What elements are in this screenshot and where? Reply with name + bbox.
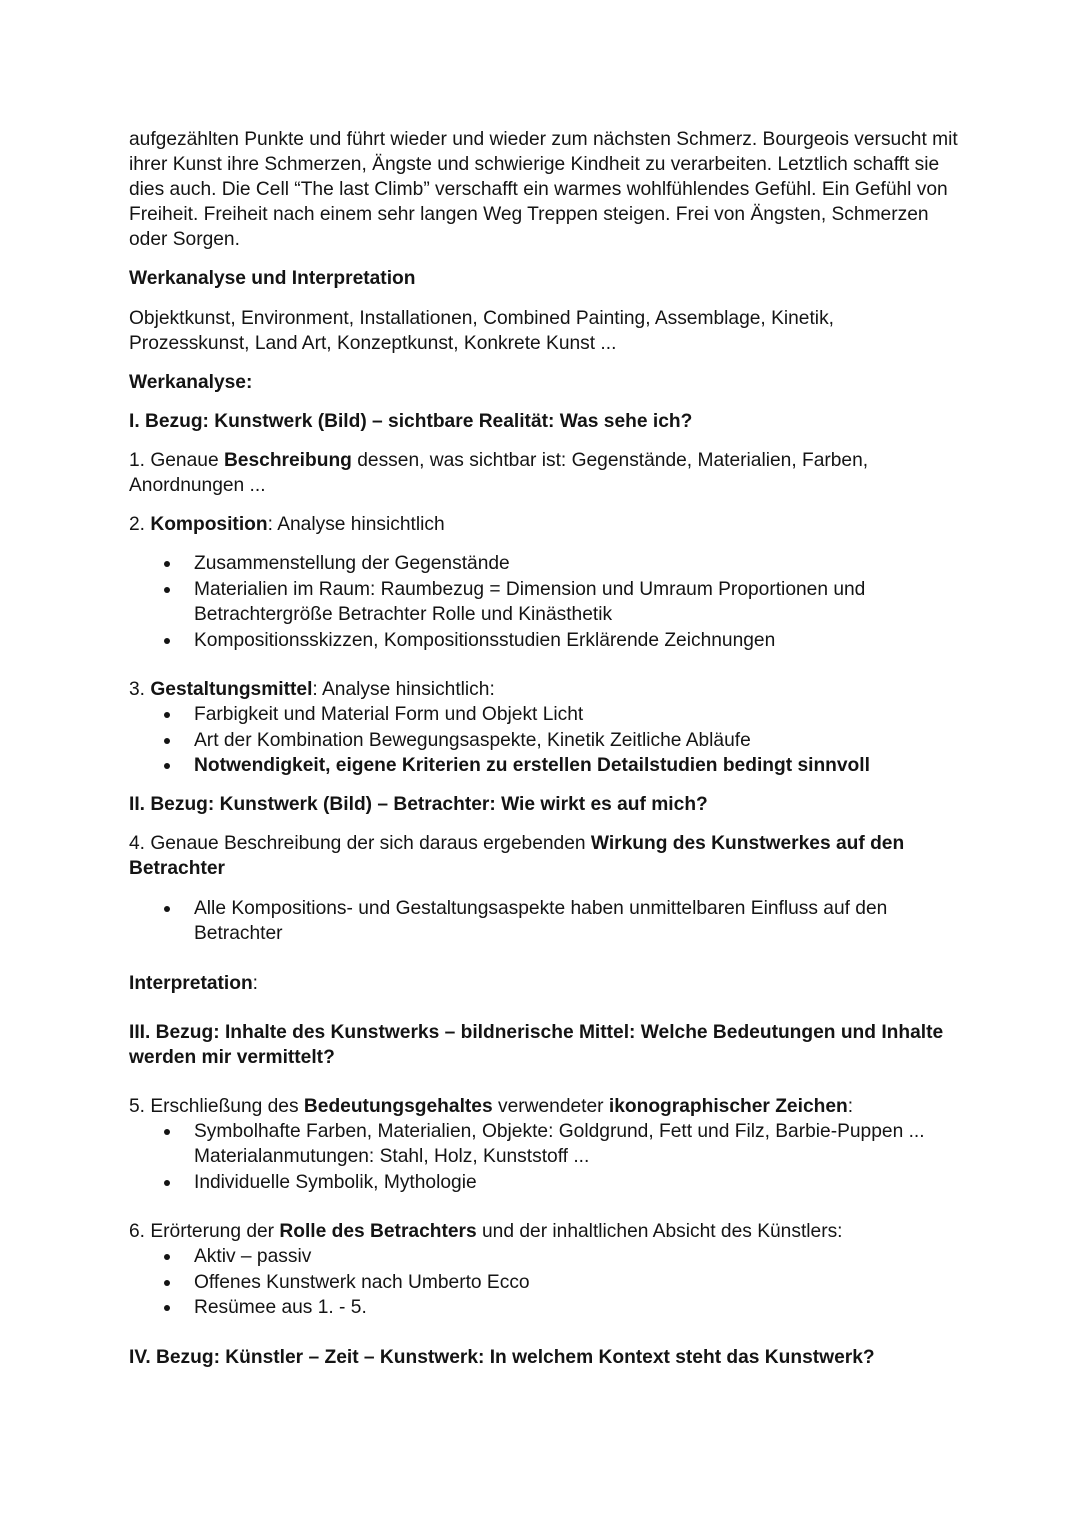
- item-5-bullet-list: [129, 1119, 959, 1196]
- item-5-colon: :: [847, 1095, 854, 1117]
- list-item: Individuelle Symbolik, Mythologie: [129, 1170, 959, 1196]
- item-4-wirkung: [129, 831, 959, 881]
- werkanalyse-heading: Werkanalyse:: [129, 372, 253, 393]
- item-6-rolle: [129, 1219, 959, 1244]
- item-6-bullet-list: [129, 1244, 959, 1321]
- item-4-keyword: Wirkung des Kunstwerkes auf den Betrachter: [129, 832, 905, 879]
- intro-paragraph: aufgezählten Punkte und führt wieder und wieder zum nächsten Schmerz. Bourgeois versucht mit ihrer Kunst ihre Schmerzen, Ängste und schwierige Kindheit zu verarbeiten. Letztlich schafft sie dies auch. Die Cell “The last Climb” verschafft ein warmes wohlfühlendes Gefühl. Ein Gefühl von Freiheit. Freiheit nach einem sehr langen Weg Treppen steigen. Frei von Ängsten, Schmerzen oder Sorgen.: [129, 129, 958, 250]
- list-item: Symbolhafte Farben, Materialien, Objekte: Goldgrund, Fett und Filz, Barbie-Puppen ... Materialanmutungen: Stahl, Holz, Kunststoff ...: [129, 1119, 959, 1170]
- item-1-keyword: Beschreibung: [223, 450, 352, 471]
- item-4-bullet-list: [129, 896, 959, 947]
- list-item: Aktiv – passiv: [129, 1244, 959, 1270]
- interpretation-heading: [129, 971, 959, 996]
- item-5-keyword: Bedeutungsgehaltes: [303, 1095, 493, 1117]
- item-3-keyword: Gestaltungsmittel: [150, 679, 313, 700]
- item-1-prefix: 1. Genaue: [129, 450, 224, 471]
- item-1-beschreibung: [129, 448, 959, 498]
- bezug-3-heading: III. Bezug: Inhalte des Kunstwerks – bildnerische Mittel: Welche Bedeutungen und Inhalte werden mir vermittelt?: [129, 1021, 944, 1068]
- list-item: Resümee aus 1. - 5.: [129, 1295, 959, 1321]
- bezug-4-heading: IV. Bezug: Künstler – Zeit – Kunstwerk: In welchem Kontext steht das Kunstwerk?: [129, 1346, 875, 1368]
- interpretation-colon: :: [252, 972, 259, 994]
- item-2-komposition: [129, 512, 959, 537]
- item-2-prefix: 2.: [129, 514, 151, 535]
- list-item: Alle Kompositions- und Gestaltungsaspekte haben unmittelbaren Einfluss auf den Betrachter: [129, 896, 959, 947]
- item-2-bullet-list: [129, 551, 959, 653]
- section-heading: Werkanalyse und Interpretation: [129, 268, 416, 289]
- item-2-keyword: Komposition: [150, 514, 268, 535]
- list-item: Offenes Kunstwerk nach Umberto Ecco: [129, 1270, 959, 1296]
- interpretation-label: Interpretation: [129, 972, 253, 994]
- item-5-bedeutungsgehalt: [129, 1094, 959, 1119]
- item-2-text: : Analyse hinsichtlich: [267, 514, 445, 535]
- document-page: [129, 127, 959, 1370]
- item-5-keyword-2: ikonographischer Zeichen: [608, 1095, 848, 1117]
- item-5-mid: verwendeter: [492, 1095, 609, 1117]
- item-6-keyword: Rolle des Betrachters: [279, 1221, 477, 1242]
- bezug-1-heading: I. Bezug: Kunstwerk (Bild) – sichtbare Realität: Was sehe ich?: [129, 411, 693, 432]
- list-item: Art der Kombination Bewegungsaspekte, Kinetik Zeitliche Abläufe: [129, 728, 959, 754]
- list-item: Zusammenstellung der Gegenstände: [129, 551, 959, 577]
- list-item: Materialien im Raum: Raumbezug = Dimension und Umraum Proportionen und Betrachtergröße Betrachter Rolle und Kinästhetik: [129, 577, 959, 628]
- item-5-prefix: 5. Erschließung des: [129, 1095, 304, 1117]
- item-3-gestaltungsmittel: [129, 677, 959, 702]
- item-6-text: und der inhaltlichen Absicht des Künstlers:: [476, 1221, 843, 1242]
- bezug-2-heading: II. Bezug: Kunstwerk (Bild) – Betrachter: Wie wirkt es auf mich?: [129, 793, 708, 815]
- item-1-text: dessen, was sichtbar ist: Gegenstände, Materialien, Farben, Anordnungen ...: [129, 450, 869, 496]
- list-item: Farbigkeit und Material Form und Objekt Licht: [129, 702, 959, 728]
- item-3-prefix: 3.: [129, 679, 151, 700]
- list-item: Kompositionsskizzen, Kompositionsstudien Erklärende Zeichnungen: [129, 628, 959, 654]
- item-3-bullet-list: [129, 702, 959, 779]
- list-item: Notwendigkeit, eigene Kriterien zu erstellen Detailstudien bedingt sinnvoll: [129, 753, 959, 779]
- item-4-prefix: 4. Genaue Beschreibung der sich daraus ergebenden: [129, 832, 591, 854]
- art-forms-paragraph: Objektkunst, Environment, Installationen, Combined Painting, Assemblage, Kinetik, Prozesskunst, Land Art, Konzeptkunst, Konkrete Kunst ...: [129, 308, 834, 354]
- item-6-prefix: 6. Erörterung der: [129, 1221, 280, 1242]
- item-3-text: : Analyse hinsichtlich:: [312, 679, 495, 700]
